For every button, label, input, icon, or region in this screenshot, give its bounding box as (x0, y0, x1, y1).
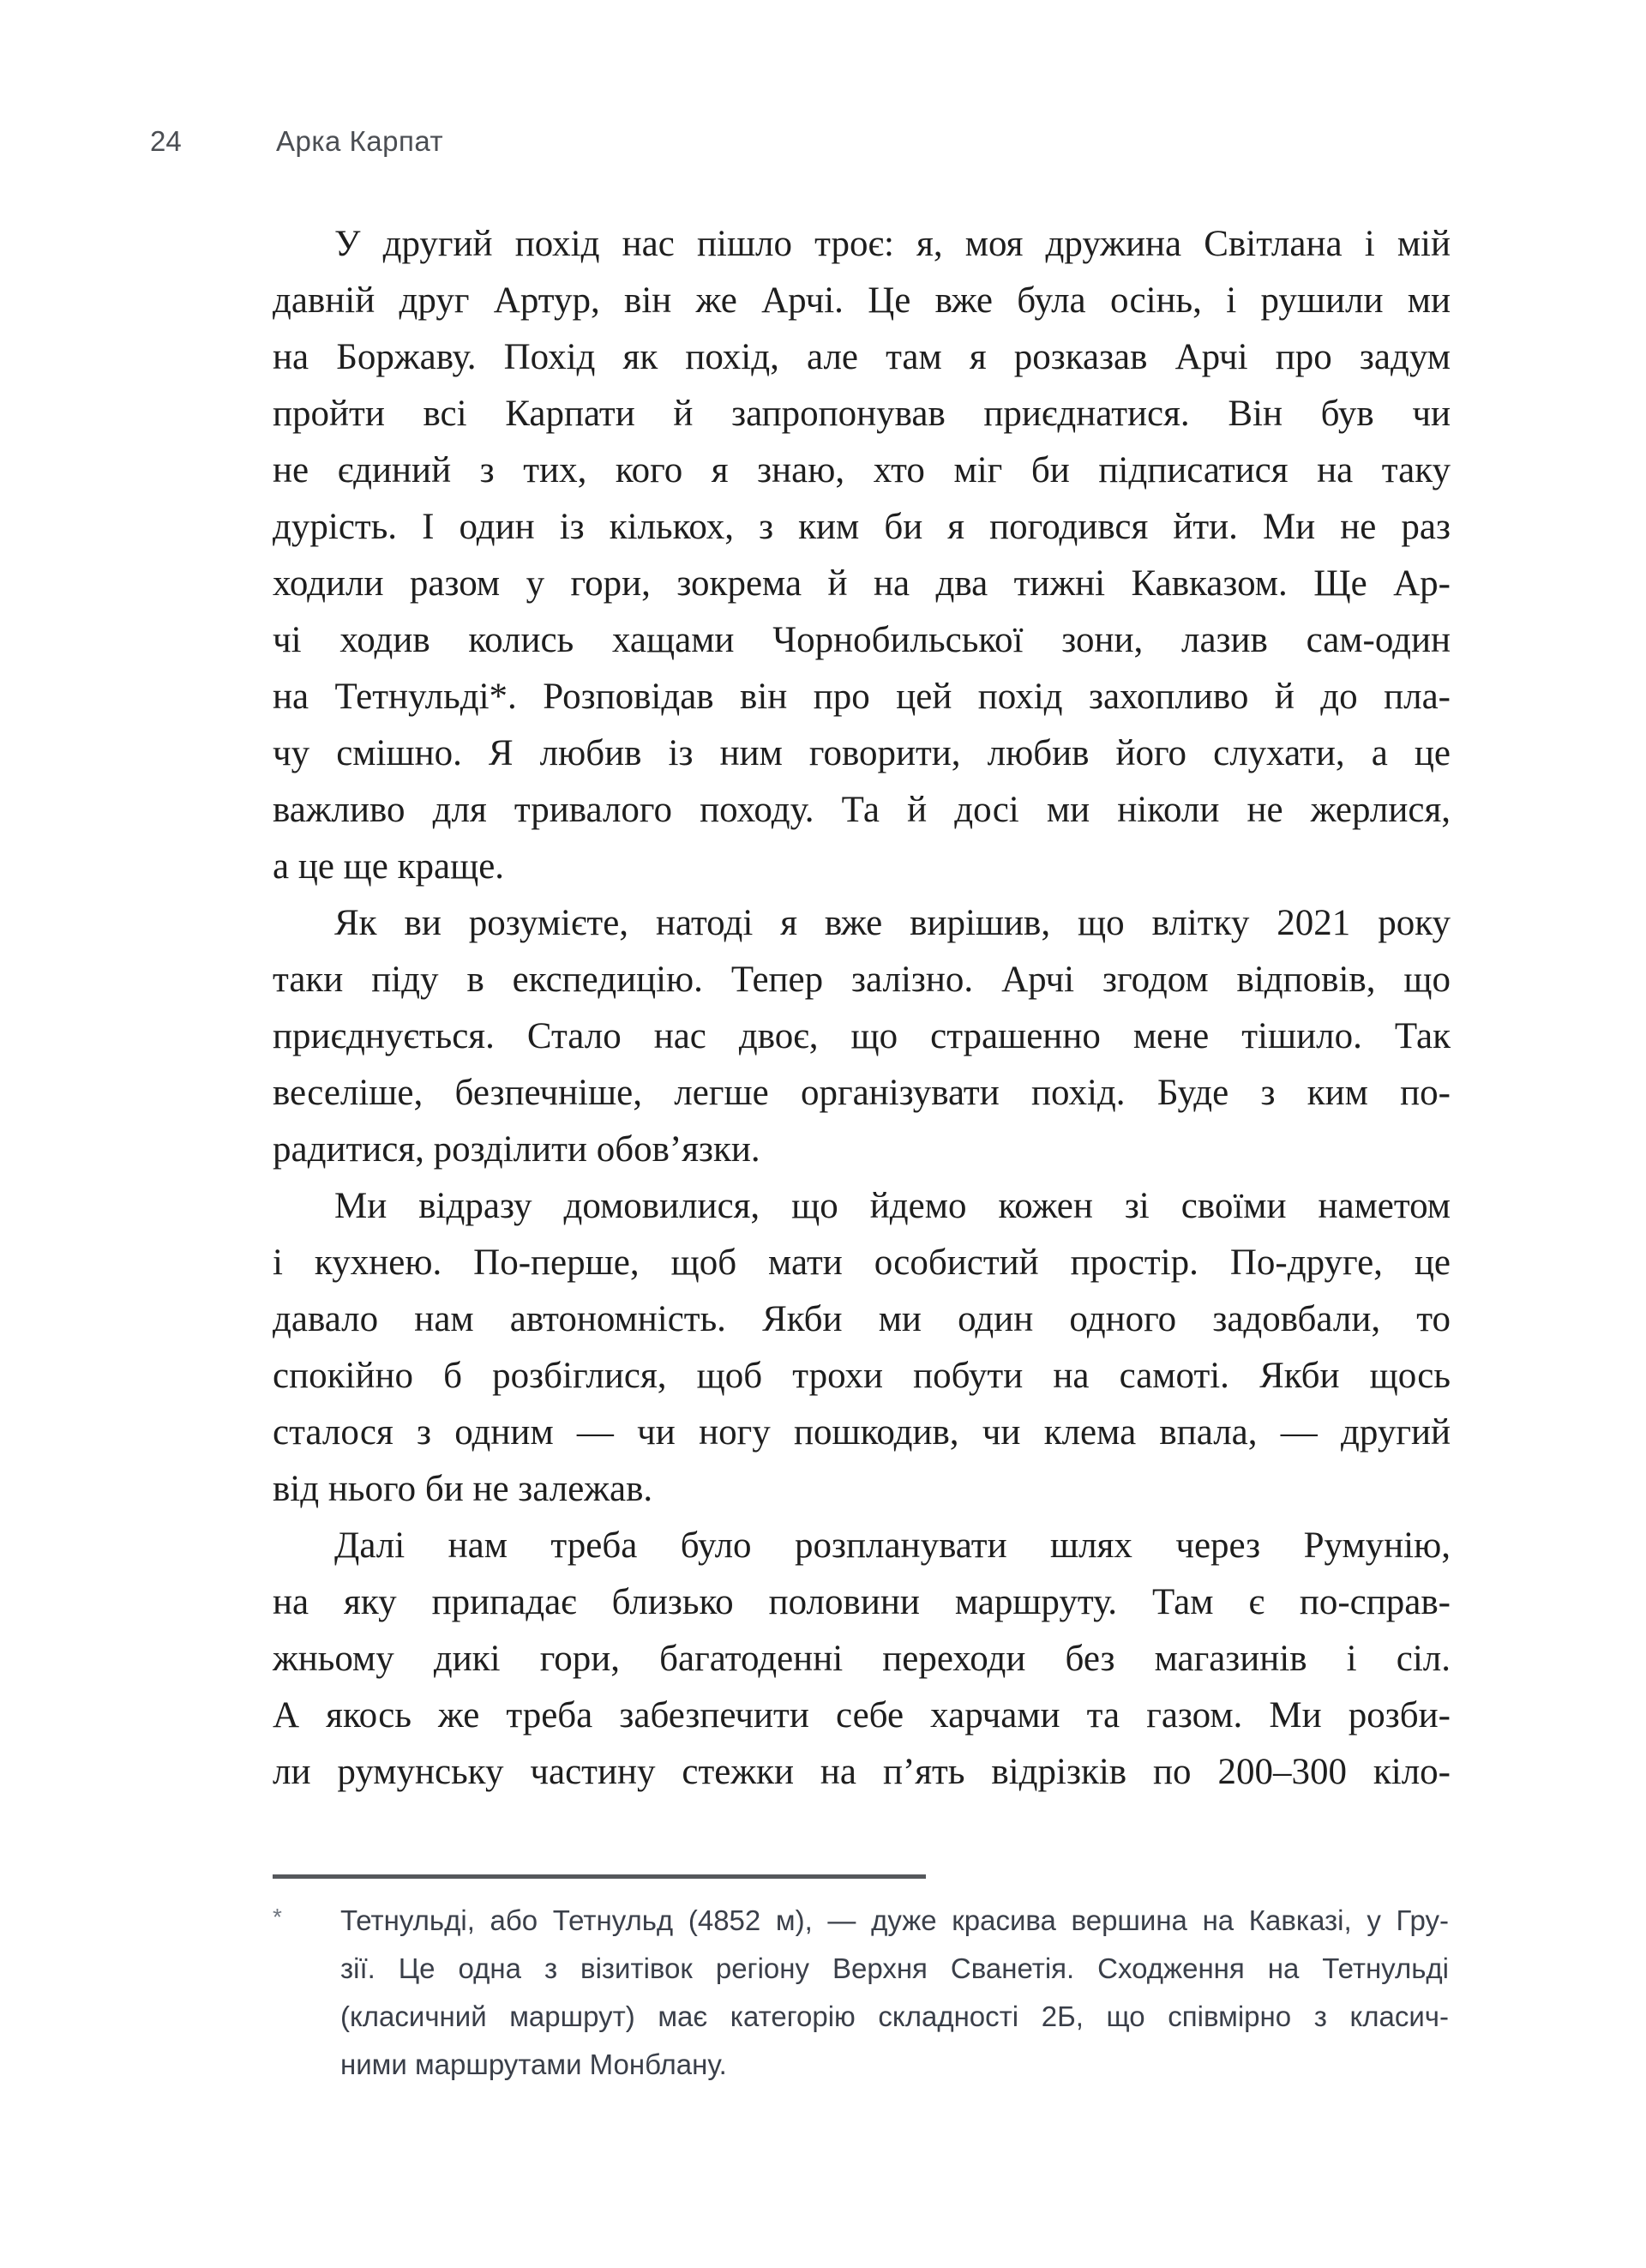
text-line: таки піду в експедицію. Тепер залізно. Арчі згодом відповів, що (273, 960, 1451, 1000)
footnote-text (340, 1897, 1449, 2089)
text-line: давало нам автономність. Якби ми один одного задовбали, то (273, 1299, 1451, 1339)
text-line: Ми відразу домовилися, що йдемо кожен зі своїми наметом (334, 1186, 1451, 1226)
text-line: приєднується. Стало нас двоє, що страшенно мене тішило. Так (273, 1016, 1451, 1056)
paragraph (273, 216, 1451, 895)
text-line: чі ходив колись хащами Чорнобильської зони, лазив сам-один (273, 620, 1451, 660)
paragraph (273, 1178, 1451, 1518)
text-line: ходили разом у гори, зокрема й на два тижні Кавказом. Ще Ар- (273, 563, 1451, 604)
text-line: жньому дикі гори, багатоденні переходи без магазинів і сіл. (273, 1639, 1451, 1679)
text-line: ли румунську частину стежки на п’ять відрізків по 200–300 кіло- (273, 1752, 1451, 1792)
text-line: Як ви розумієте, натоді я вже вирішив, що влітку 2021 року (334, 903, 1451, 943)
text-line: чу смішно. Я любив із ним говорити, любив його слухати, а це (273, 733, 1451, 773)
text-line: на яку припадає близько половини маршруту. Там є по-справ- (273, 1582, 1451, 1622)
footnote-line: Тетнульді, або Тетнульд (4852 м), — дуже красива вершина на Кавказі, у Гру- (340, 1904, 1449, 1936)
footnote-line: зії. Це одна з візитівок регіону Верхня Сванетія. Сходження на Тетнульді (340, 1952, 1449, 1984)
text-line: сталося з одним — чи ногу пошкодив, чи клема впала, — другий (273, 1412, 1451, 1453)
text-line: а це ще краще. (273, 846, 505, 887)
footnote-marker: * (273, 1904, 282, 1930)
text-line: важливо для тривалого походу. Та й досі ми ніколи не жерлися, (273, 790, 1451, 830)
text-line: на Боржаву. Похід як похід, але там я розказав Арчі про задум (273, 337, 1451, 377)
text-line: і кухнею. По-перше, щоб мати особистий простір. По-друге, це (273, 1242, 1451, 1283)
text-line: Далі нам треба було розпланувати шлях через Румунію, (334, 1525, 1451, 1566)
paragraph (273, 1518, 1451, 1801)
page-number: 24 (150, 125, 182, 157)
footnote-divider (273, 1874, 926, 1879)
text-line: веселіше, безпечніше, легше організувати похід. Буде з ким по- (273, 1073, 1451, 1113)
text-line: У другий похід нас пішло троє: я, моя дружина Світлана і мій (334, 224, 1451, 264)
text-line: не єдиний з тих, кого я знаю, хто міг би підписатися на таку (273, 450, 1451, 490)
text-line: від нього би не залежав. (273, 1469, 653, 1509)
text-line: на Тетнульді*. Розповідав він про цей похід захопливо й до пла- (273, 677, 1451, 717)
running-header (0, 125, 1646, 163)
footnote-line: (класичний маршрут) має категорію складності 2Б, що співмірно з класич- (340, 2000, 1449, 2032)
text-line: давній друг Артур, він же Арчі. Це вже була осінь, і рушили ми (273, 280, 1451, 321)
text-line: дурість. І один із кількох, з ким би я погодився йти. Ми не раз (273, 507, 1451, 547)
text-line: пройти всі Карпати й запропонував приєднатися. Він був чи (273, 394, 1451, 434)
paragraph (273, 895, 1451, 1178)
running-head-title: Арка Карпат (276, 125, 444, 157)
text-line: А якось же треба забезпечити себе харчами та газом. Ми розби- (273, 1695, 1451, 1736)
text-line: радитися, розділити обов’язки. (273, 1129, 760, 1170)
text-line: спокійно б розбіглися, щоб трохи побути на самоті. Якби щось (273, 1356, 1451, 1396)
footnote-line: ними маршрутами Монблану. (340, 2048, 727, 2080)
body-text (273, 216, 1451, 1801)
